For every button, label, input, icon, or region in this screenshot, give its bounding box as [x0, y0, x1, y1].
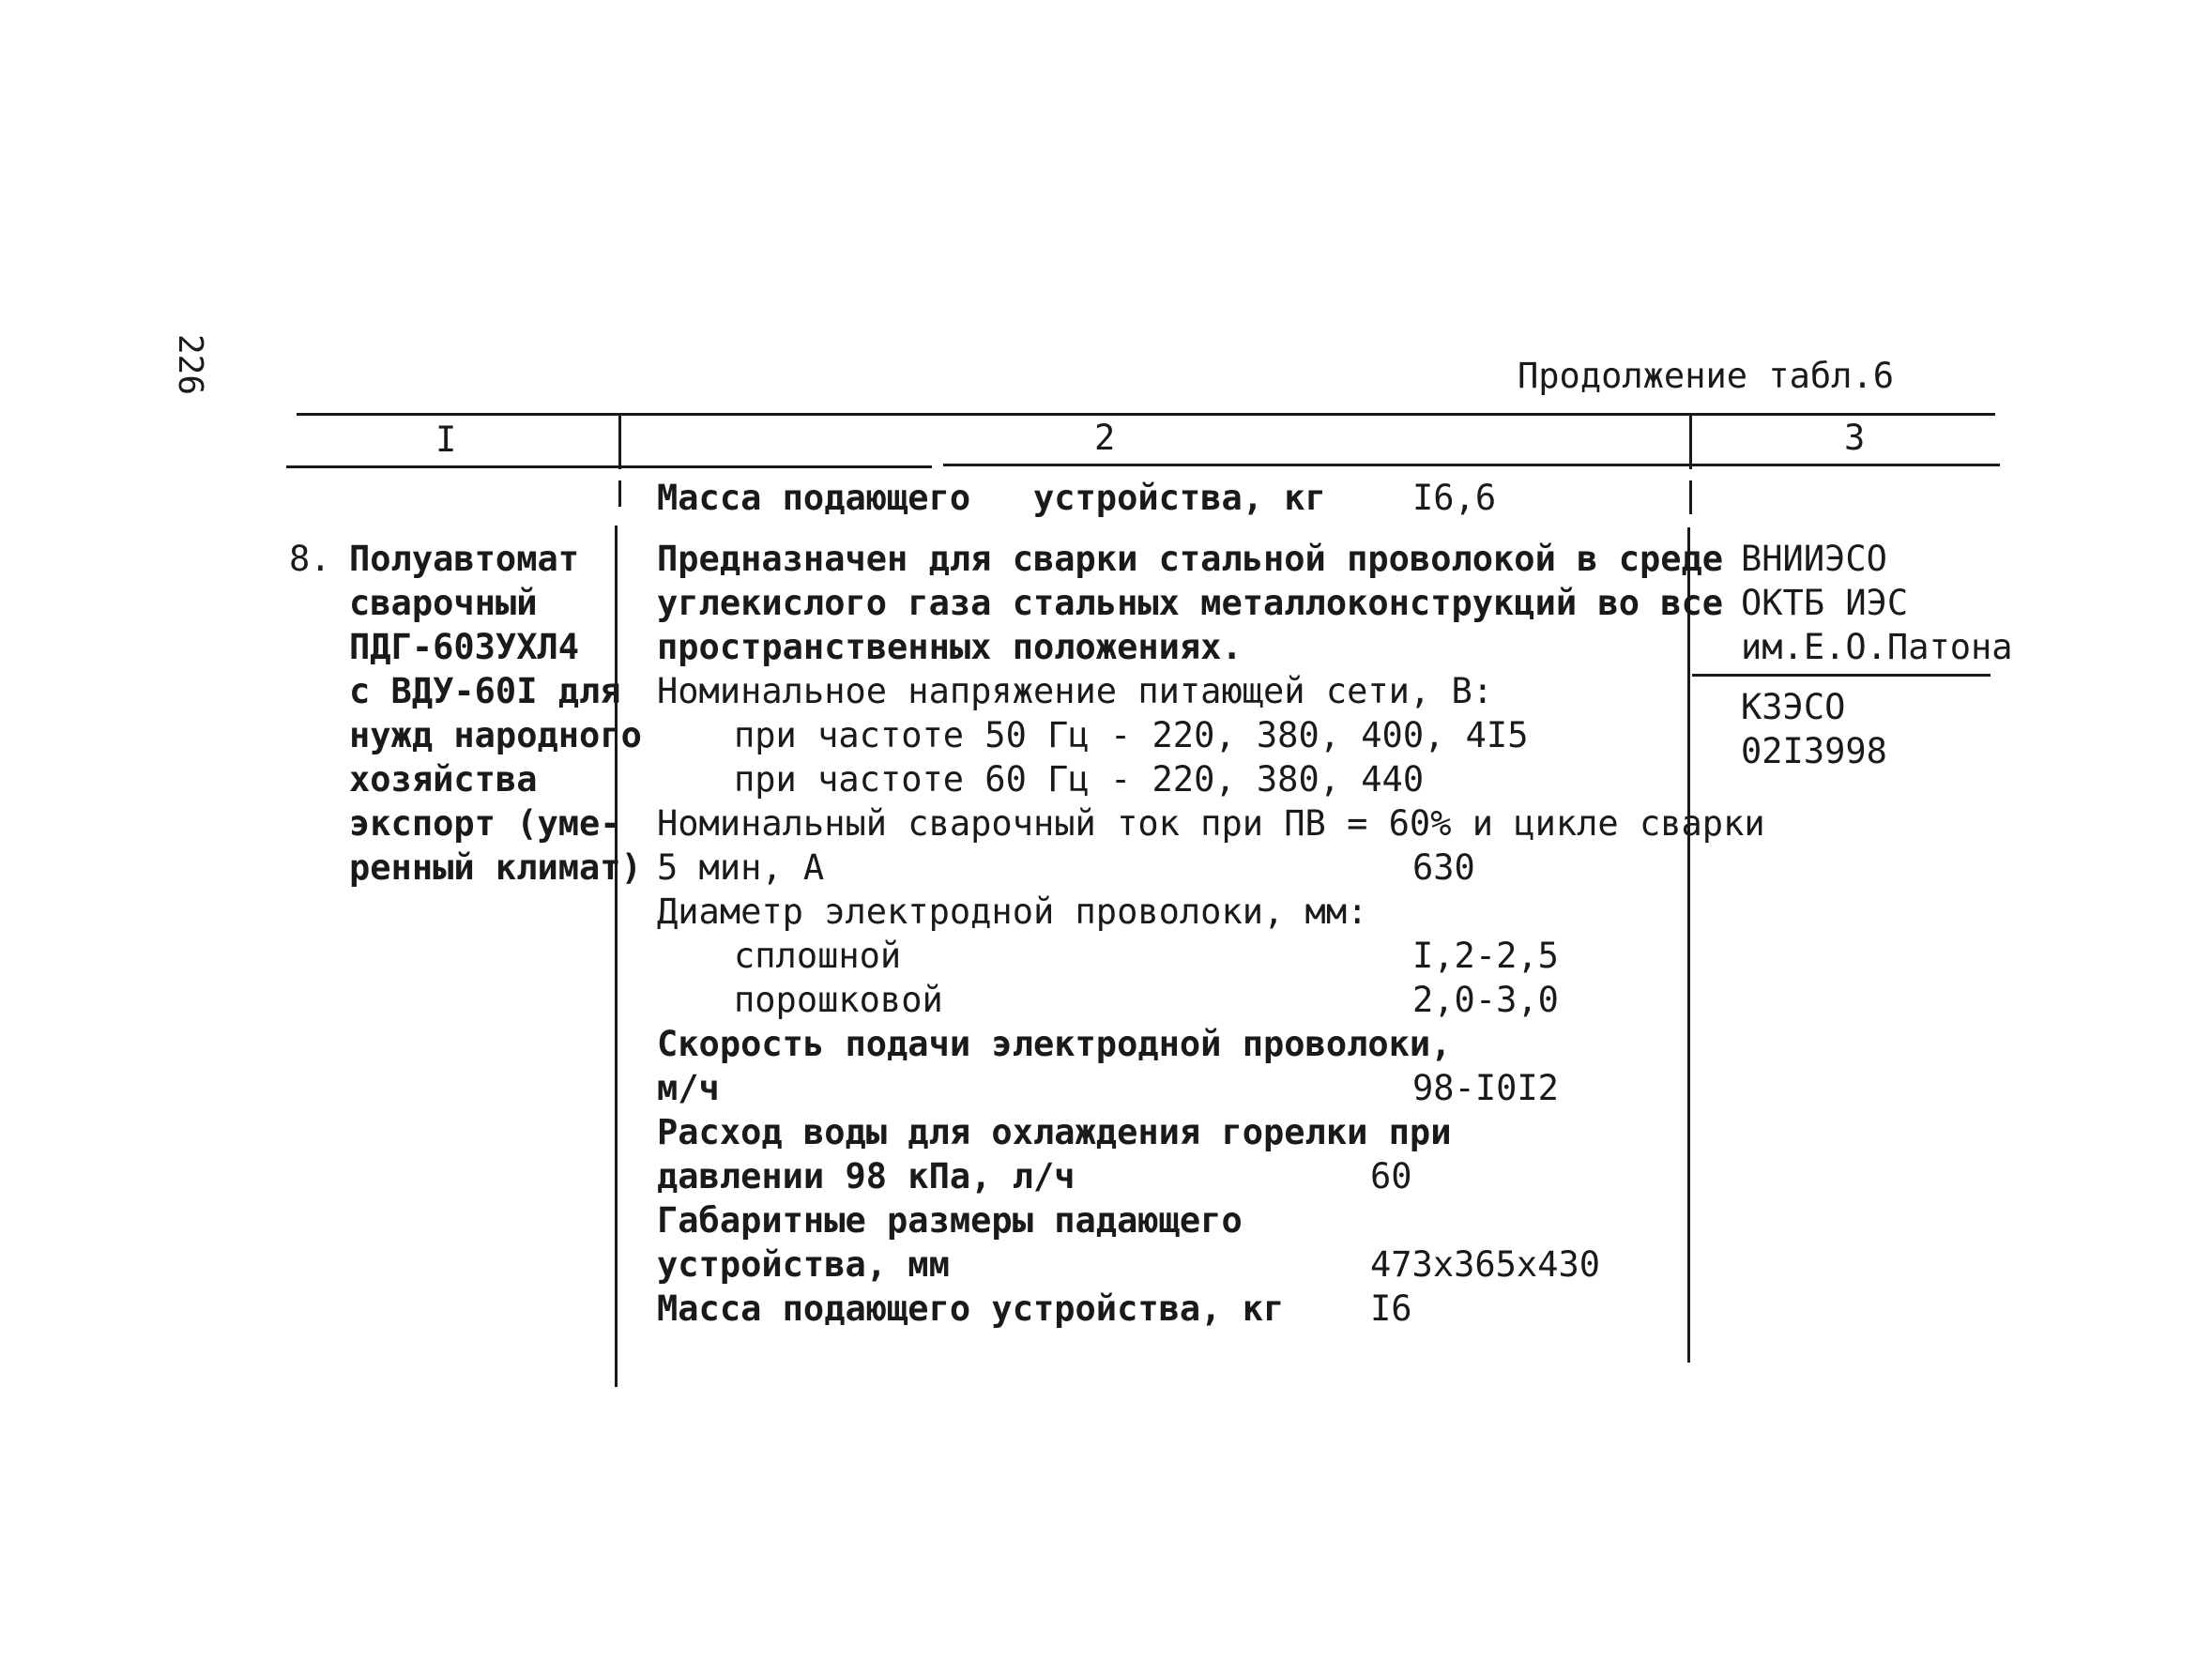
table-top-rule: [297, 413, 1995, 416]
item-name-line: сварочный: [349, 583, 538, 623]
water-flow-value: 60: [1370, 1156, 1412, 1196]
column-divider-1: [615, 526, 618, 1387]
item-name-line: нужд народного: [349, 715, 642, 755]
feed-speed-line: Скорость подачи электродной проволоки,: [657, 1024, 1452, 1064]
current-line: 5 мин, А: [657, 847, 825, 888]
developer-line: ОКТБ ИЭС: [1741, 583, 1909, 623]
table-caption: Продолжение табл.6: [1518, 356, 1894, 396]
carryover-value: I6,6: [1412, 478, 1497, 518]
feed-speed-value: 98-I0I2: [1412, 1068, 1559, 1108]
description-line: углекислого газа стальных металлоконструкций во все: [657, 583, 1724, 623]
dimensions-line: Габаритные размеры падающего: [657, 1200, 1243, 1241]
solid-wire-label: сплошной: [734, 936, 902, 976]
column-header-1: I: [435, 419, 457, 460]
column-divider-2: [1689, 480, 1692, 514]
item-name-line: с ВДУ-60I для: [349, 671, 621, 711]
voltage-60hz: при частоте 60 Гц - 220, 380, 440: [734, 759, 1425, 800]
column-divider-2: [1687, 527, 1690, 1363]
item-name-line: экспорт (уме-: [349, 803, 621, 844]
column-divider-2: [1689, 413, 1692, 469]
flux-wire-label: порошковой: [734, 980, 943, 1020]
current-value: 630: [1412, 847, 1475, 888]
item-number: 8.: [289, 539, 331, 579]
voltage-50hz: при частоте 50 Гц - 220, 380, 400, 4I5: [734, 715, 1529, 755]
header-bottom-rule-right: [943, 464, 2000, 466]
dimensions-line: устройства, мм: [657, 1244, 950, 1285]
header-bottom-rule-left: [286, 465, 932, 468]
manufacturer-code-line: КЗЭСО: [1741, 687, 1846, 727]
column-divider-1: [618, 480, 621, 507]
feeder-mass-value: I6: [1370, 1288, 1412, 1329]
diameter-title: Диаметр электродной проволоки, мм:: [657, 891, 1368, 932]
carryover-label: Масса подающего устройства, кг: [657, 478, 1326, 518]
developer-line: им.Е.О.Патона: [1741, 627, 2013, 667]
item-name-line: ПДГ-603УХЛ4: [349, 627, 580, 667]
manufacturer-code-line: 02I3998: [1741, 731, 1887, 771]
water-flow-line: Расход воды для охлаждения горелки при: [657, 1112, 1452, 1152]
item-name-line: ренный климат): [349, 847, 642, 888]
column-header-2: 2: [1094, 418, 1116, 458]
current-line: Номинальный сварочный ток при ПВ = 60% и цикле сварки: [657, 803, 1765, 844]
page-number: 226: [171, 334, 209, 396]
item-name-line: Полуавтомат: [349, 539, 580, 579]
developer-divider: [1692, 674, 1991, 677]
description-line: пространственных положениях.: [657, 627, 1243, 667]
water-flow-line: давлении 98 кПа, л/ч: [657, 1156, 1075, 1196]
item-name-line: хозяйства: [349, 759, 538, 800]
description-line: Предназначен для сварки стальной проволокой в среде: [657, 539, 1724, 579]
developer-line: ВНИИЭСО: [1741, 539, 1887, 579]
solid-wire-value: I,2-2,5: [1412, 936, 1559, 976]
column-divider-1: [618, 413, 621, 469]
voltage-title: Номинальное напряжение питающей сети, В:: [657, 671, 1494, 711]
flux-wire-value: 2,0-3,0: [1412, 980, 1559, 1020]
feed-speed-line: м/ч: [657, 1068, 720, 1108]
column-header-3: 3: [1844, 418, 1866, 458]
feeder-mass-label: Масса подающего устройства, кг: [657, 1288, 1285, 1329]
dimensions-value: 473х365х430: [1370, 1244, 1601, 1285]
